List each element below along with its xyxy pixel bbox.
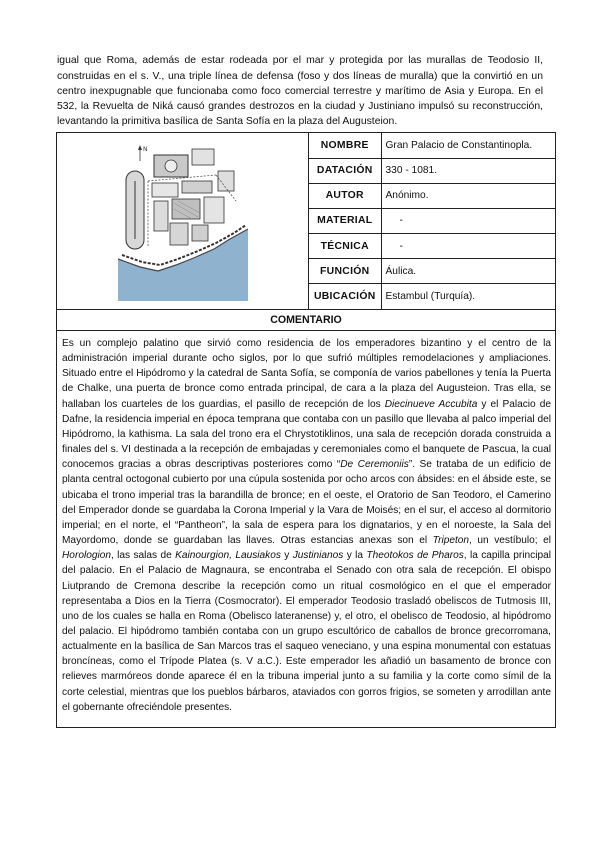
fact-key: UBICACIÓN	[309, 284, 381, 309]
comment-italic: Justinianos	[292, 550, 344, 562]
comment-text: y el Palacio de Dafne, la residencia imperial en época temprana que contaba con un pasillo que llevaba al palco imperial del Hipódromo, la kathisma. La sala del trono era el Chrystotiklinos, una sala de recepción dorada construida a finales del s. VI destinada a la recepción de embajadas y ceremoniales como el banquete de Pascua, la cual conocemos gracias a obras descriptivas posteriores como “	[62, 398, 551, 471]
fact-value: Gran Palacio de Constantinopla.	[381, 133, 555, 158]
fact-row-material	[309, 208, 555, 233]
fact-value: Estambul (Turquía).	[385, 291, 476, 303]
fact-key: NOMBRE	[309, 133, 381, 158]
fact-key: TÉCNICA	[309, 234, 381, 259]
fact-row-funcion	[309, 259, 555, 284]
fact-row-autor	[309, 183, 555, 208]
comment-text: ”. Se trataba de un edificio de planta central octogonal cubierto por una cúpula sostenida por ocho arcos con ábsides: en el ábside este, se ubicaba el trono imperial tras la barandilla de bronce; en el oeste, el Oratorio de San Teodoro, el Camerino del Emperador donde se guardaba la Corona Imperial y la Vara de Moisés; en el sur, el acceso al dormitorio imperial; en el norte, el “Pantheon”, la sala de espera para los dignatarios, y en el noroeste, la Sala del Mayordomo, donde se guardaban las llaves. Otras estancias anexas son el	[62, 459, 551, 547]
fact-value: Áulica.	[381, 259, 555, 284]
sheet-top	[57, 133, 555, 310]
comment-text: , la capilla principal del palacio. En el Palacio de Magnaura, se encontraba el Senado con otra sala de recepción. El obispo Liutprando de Cremona describe la recepción como un ritual cosmológico en el que el emperador representaba a Dios en la Tierra (Cosmocrator). El emperador Teodosio trasladó obeliscos de Tutmosis III, uno de los cuales se halla en Roma (Obelisco lateranense) y, el otro, el obelisco de Teodosio, al hipódromo del palacio. El hipódromo también contaba con un grupo escultórico de caballos de bronce grecorromana, actualmente en la basílica de San Marcos tras el saqueo veneciano, y una espina monumental con estatuas broncíneas, como el Trípode Platea (s. V a.C.). Este emperador les añadió un basamento de bronce con relieves marmóreos donde aparece él en la tribuna imperial junto a su familia y la corte como símil de la corte celestial, mientras que los pueblos bárbaros, ataviados con gorros frigios, se someten y arrodillan ante el gobernante ofreciéndole presentes.	[62, 550, 551, 713]
image-cell	[57, 133, 309, 309]
comment-body	[57, 331, 555, 727]
comment-text: y la	[343, 550, 367, 562]
artwork-sheet	[56, 132, 556, 728]
comment-italic: Kainourgion, Lausiakos	[175, 550, 281, 562]
north-label: N	[142, 146, 147, 153]
intro-paragraph: igual que Roma, además de estar rodeada por el mar y protegida por las murallas de Teodosio II, construidas en el s. V., una triple línea de defensa (foso y dos líneas de muralla) que la convirtió en un centro inexpugnable que funcionaba como foco comercial terrestre y marítimo de Asia y Europa. En el 532, la Revuelta de Niká causó grandes destrozos en la ciudad y Justiniano impulsó su reconstrucción, levantando la primitiva basílica de Santa Sofía en la plaza del Augusteion.	[57, 55, 543, 128]
comment-italic: Theotokos de Pharos	[366, 550, 464, 562]
fact-value: -	[381, 234, 555, 259]
fact-row-nombre	[309, 133, 555, 158]
fact-row-tecnica	[309, 234, 555, 259]
comment-text: Es un complejo palatino que sirvió como residencia de los emperadores bizantino y el centro de la administración imperial durante ocho siglos, por lo que sufrió múltiples remodelaciones y ampliaciones. Situado entre el Hipódromo y la catedral de Santa Sofía, se componía de varios pabellones y tenía la Puerta de Chalke, una puerta de bronce como entrada principal, de cara a la plaza del Augusteion. Tras ella, se hallaban los cuarteles de los guardias, el pasillo de recepción de los	[62, 338, 551, 410]
fact-value: -	[381, 208, 555, 233]
fact-row-datacion	[309, 158, 555, 183]
fact-value: 330 - 1081.	[381, 158, 555, 183]
facts-table	[309, 133, 555, 309]
comment-heading: COMENTARIO	[57, 310, 555, 331]
fact-key: FUNCIÓN	[309, 259, 381, 284]
comment-text: y	[280, 550, 293, 562]
comment-italic: Diecinueve Accubita	[384, 398, 478, 410]
fact-row-ubicacion	[309, 284, 555, 309]
fact-key: AUTOR	[309, 183, 381, 208]
palace-map-image	[118, 141, 248, 301]
comment-italic: Horologion	[62, 550, 111, 562]
fact-key: MATERIAL	[309, 208, 381, 233]
comment-text: , un vestíbulo; el	[469, 535, 551, 547]
comment-italic: De Ceremoniis	[340, 459, 409, 471]
comment-text: , las salas de	[110, 550, 176, 562]
fact-key: DATACIÓN	[309, 158, 381, 183]
comment-italic: Tripeton	[432, 535, 470, 547]
fact-value: Anónimo.	[381, 183, 555, 208]
